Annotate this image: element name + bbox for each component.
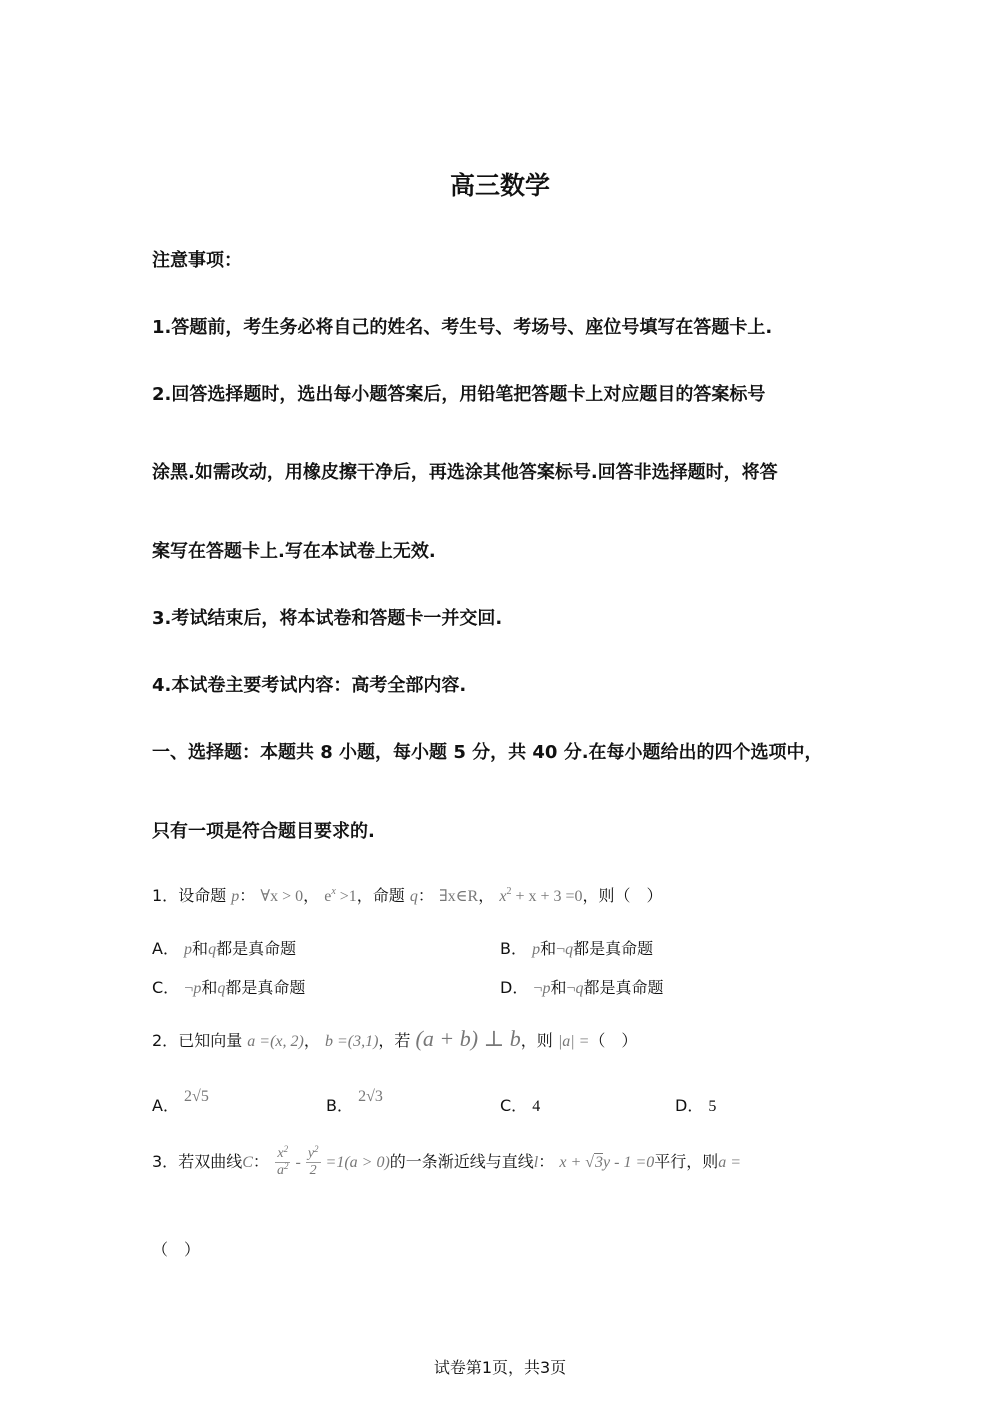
punct: ：	[417, 886, 434, 905]
math-expression: ∀x > 0	[260, 888, 304, 905]
math-symbol: q	[409, 888, 418, 905]
question-2-stem: 2．已知向量 a =(x, 2)， b =(3,1)，若 (a + b) ⊥ b，则 |a| =（ ）	[152, 1026, 638, 1051]
question-2-option-a: A． 2√5	[152, 1088, 209, 1115]
math-expression: ∃x∈R	[439, 888, 479, 905]
math-symbol: p	[231, 888, 240, 905]
math-expression: b =(3,1)	[324, 1033, 379, 1050]
notice-item-2-line-1: 2.回答选择题时，选出每小题答案后，用铅笔把答题卡上对应题目的答案标号	[152, 384, 766, 405]
question-3-stem: 3．若双曲线C： $\frac{x^2}{a^2}$ - $\frac{y^2}{2}$ =1(a > 0)的一条渐近线与直线l： x + √3y - 1 =0平行，则a =	[152, 1144, 742, 1178]
punct: ：	[239, 886, 256, 905]
notice-item-2-line-3: 案写在答题卡上.写在本试卷上无效.	[152, 541, 436, 562]
fraction-y2-2: $\frac{y^2}{2}$	[307, 1144, 319, 1178]
notice-item-3: 3.考试结束后，将本试卷和答题卡一并交回.	[152, 608, 503, 629]
section-1-line-2: 只有一项是符合题目要求的.	[152, 821, 375, 842]
question-1-option-c: C． ¬p和q都是真命题	[152, 978, 306, 997]
page-title: 高三数学	[449, 171, 550, 200]
question-1-stem	[152, 883, 663, 906]
question-1-option-d: D． ¬p和¬q都是真命题	[500, 978, 664, 997]
math-expression: (a + b) ⊥ b	[415, 1026, 521, 1051]
section-1-line-1: 一、选择题：本题共 8 小题，每小题 5 分，共 40 分.在每小题给出的四个选项中，	[152, 742, 823, 763]
notice-item-1: 1.答题前，考生务必将自己的姓名、考生号、考场号、座位号填写在答题卡上.	[152, 317, 773, 338]
page-footer: 试卷第1页，共3页	[433, 1358, 567, 1377]
notice-item-4: 4.本试卷主要考试内容：高考全部内容.	[152, 675, 467, 696]
notice-item-2-line-2: 涂黑.如需改动，用橡皮擦干净后，再选涂其他答案标号.回答非选择题时，将答	[152, 462, 778, 483]
question-1-option-a: A． p和q都是真命题	[152, 939, 297, 958]
punct: ，	[478, 886, 495, 905]
question-text: ，命题	[356, 886, 405, 905]
math-expression: a =(x, 2)	[247, 1033, 304, 1050]
question-1-option-b: B． p和¬q都是真命题	[500, 939, 654, 958]
question-text: 设命题	[178, 886, 227, 905]
question-3-answer-blank: （ ）	[152, 1240, 201, 1259]
question-number: 1．	[152, 886, 179, 905]
question-2-option-d: D． 5	[675, 1096, 717, 1115]
math-expression: $x^2 + x + 3 =0$	[499, 886, 583, 905]
math-expression: |a| =	[557, 1033, 590, 1050]
math-expression: x + √3y - 1 =0	[559, 1154, 655, 1171]
punct: ，	[303, 886, 320, 905]
question-2-option-c: C． 4	[500, 1096, 541, 1115]
notice-heading: 注意事项：	[152, 250, 242, 271]
question-2-option-b: B． 2√3	[326, 1088, 383, 1115]
math-expression: $e^x >1$	[324, 886, 357, 905]
fraction-x2-a2: $\frac{x^2}{a^2}$	[276, 1144, 289, 1178]
question-text: ，则（ ）	[582, 886, 663, 905]
